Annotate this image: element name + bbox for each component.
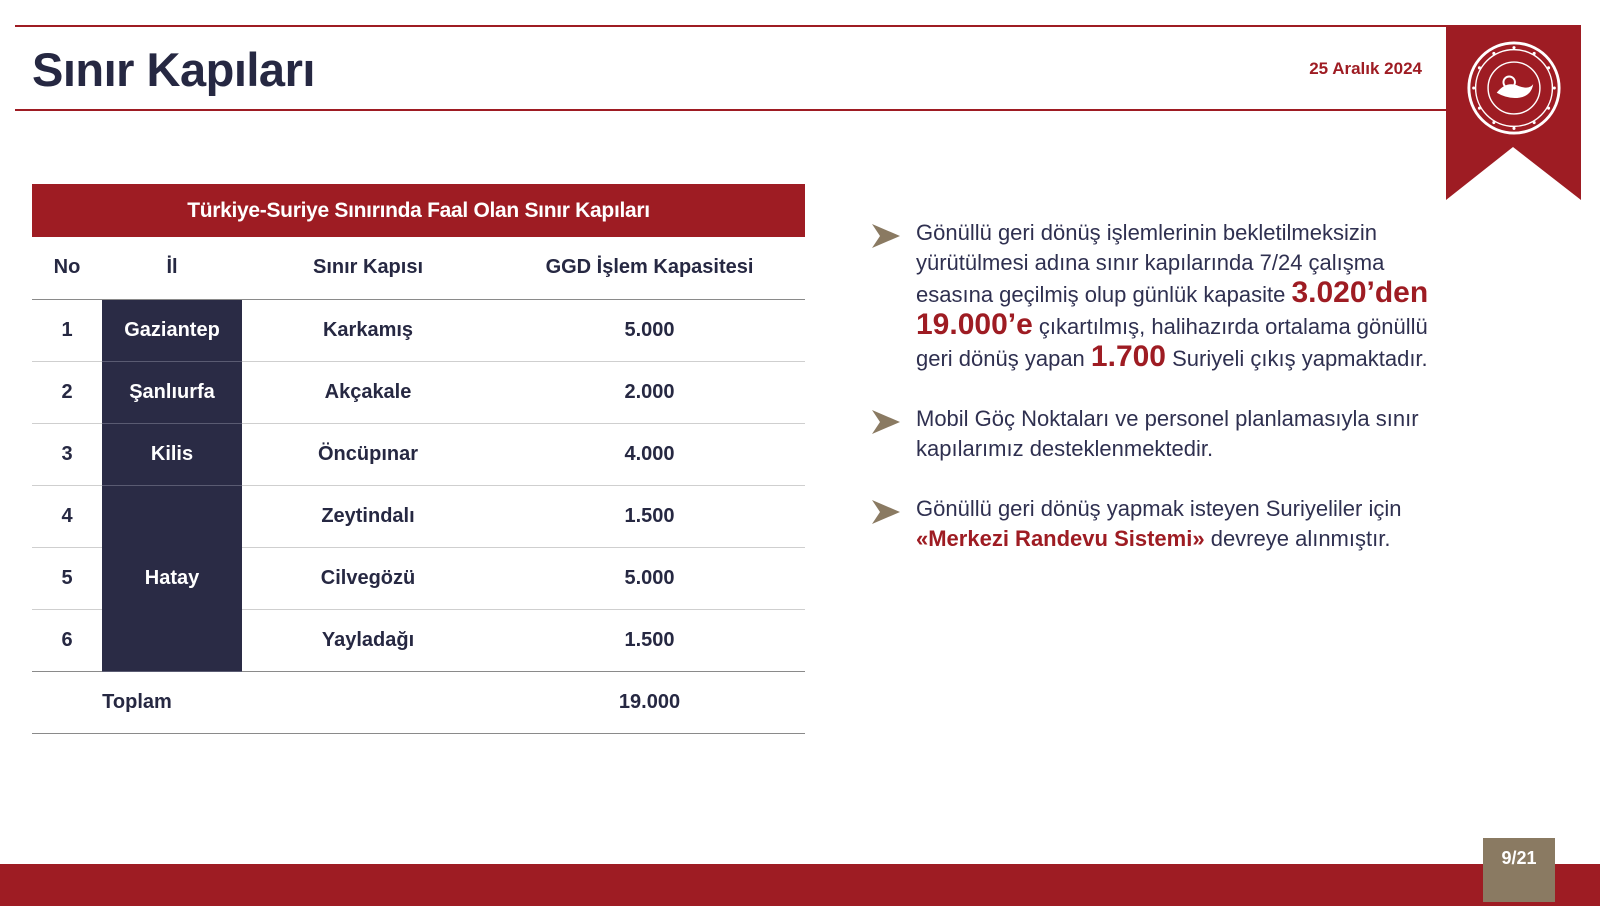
bullet-text bbox=[916, 218, 1462, 374]
total-label: Toplam bbox=[32, 671, 242, 733]
table-total-row bbox=[32, 671, 805, 733]
row-no: 5 bbox=[32, 547, 102, 609]
table-row bbox=[32, 361, 805, 423]
page-number: 9/21 bbox=[1483, 838, 1555, 902]
table-caption: Türkiye-Suriye Sınırında Faal Olan Sınır Kapıları bbox=[32, 184, 805, 237]
total-spacer bbox=[242, 671, 494, 733]
footer-bar bbox=[0, 864, 1600, 906]
row-capacity: 2.000 bbox=[494, 361, 805, 423]
bullet-text-part: Gönüllü geri dönüş yapmak isteyen Suriyeliler için bbox=[916, 496, 1402, 521]
row-gate: Öncüpınar bbox=[242, 423, 494, 485]
table-header-row bbox=[32, 237, 805, 299]
column-header-kapi: Sınır Kapısı bbox=[242, 237, 494, 299]
table-row bbox=[32, 485, 805, 547]
page-title: Sınır Kapıları bbox=[32, 43, 315, 96]
row-capacity: 5.000 bbox=[494, 547, 805, 609]
bullet-text bbox=[916, 494, 1462, 554]
bullet-item bbox=[872, 218, 1462, 374]
column-header-no: No bbox=[32, 237, 102, 299]
top-divider bbox=[15, 25, 1447, 27]
row-capacity: 5.000 bbox=[494, 299, 805, 361]
column-header-il: İl bbox=[102, 237, 242, 299]
row-gate: Cilvegözü bbox=[242, 547, 494, 609]
row-gate: Akçakale bbox=[242, 361, 494, 423]
row-capacity: 4.000 bbox=[494, 423, 805, 485]
row-province: Şanlıurfa bbox=[102, 361, 242, 423]
capacity-highlight: 3.020’den 19.000’e bbox=[916, 276, 1429, 341]
title-divider bbox=[15, 109, 1447, 111]
column-header-kapasite: GGD İşlem Kapasitesi bbox=[494, 237, 805, 299]
row-no: 3 bbox=[32, 423, 102, 485]
row-capacity: 1.500 bbox=[494, 485, 805, 547]
row-gate: Zeytindalı bbox=[242, 485, 494, 547]
row-gate: Yayladağı bbox=[242, 609, 494, 671]
bullet-item bbox=[872, 494, 1462, 554]
total-value: 19.000 bbox=[494, 671, 805, 733]
row-no: 6 bbox=[32, 609, 102, 671]
row-capacity: 1.500 bbox=[494, 609, 805, 671]
bullet-text-part: devreye alınmıştır. bbox=[1210, 526, 1391, 551]
row-no: 2 bbox=[32, 361, 102, 423]
row-no: 4 bbox=[32, 485, 102, 547]
arrow-bullet-icon bbox=[872, 218, 916, 374]
row-province: Hatay bbox=[102, 485, 242, 671]
bullet-list bbox=[872, 218, 1462, 584]
row-gate: Karkamış bbox=[242, 299, 494, 361]
ministry-seal-icon bbox=[1466, 40, 1562, 136]
border-gates-table bbox=[32, 184, 805, 734]
row-province: Gaziantep bbox=[102, 299, 242, 361]
daily-return-highlight: 1.700 bbox=[1090, 340, 1166, 373]
arrow-bullet-icon bbox=[872, 404, 916, 464]
slide-date: 25 Aralık 2024 bbox=[1309, 59, 1422, 78]
row-province: Kilis bbox=[102, 423, 242, 485]
appointment-system-highlight: «Merkezi Randevu Sistemi» bbox=[916, 526, 1205, 551]
bullet-text-part: Suriyeli çıkış yapmaktadır. bbox=[1172, 346, 1428, 371]
row-no: 1 bbox=[32, 299, 102, 361]
table-row bbox=[32, 299, 805, 361]
bullet-text-part: çıkartılmış, halihazırda ortalama gönüllü geri dönüş yapan bbox=[916, 314, 1428, 371]
bullet-text: Mobil Göç Noktaları ve personel planlamasıyla sınır kapılarımız desteklenmektedir. bbox=[916, 406, 1419, 461]
arrow-bullet-icon bbox=[872, 494, 916, 554]
bullet-item bbox=[872, 404, 1462, 464]
table-row bbox=[32, 423, 805, 485]
bullet-text-part: Gönüllü geri dönüş işlemlerinin bekletilmeksizin yürütülmesi adına sınır kapılarında 7/24 çalışma esasına geçilmiş olup günlük kapasite bbox=[916, 220, 1385, 307]
